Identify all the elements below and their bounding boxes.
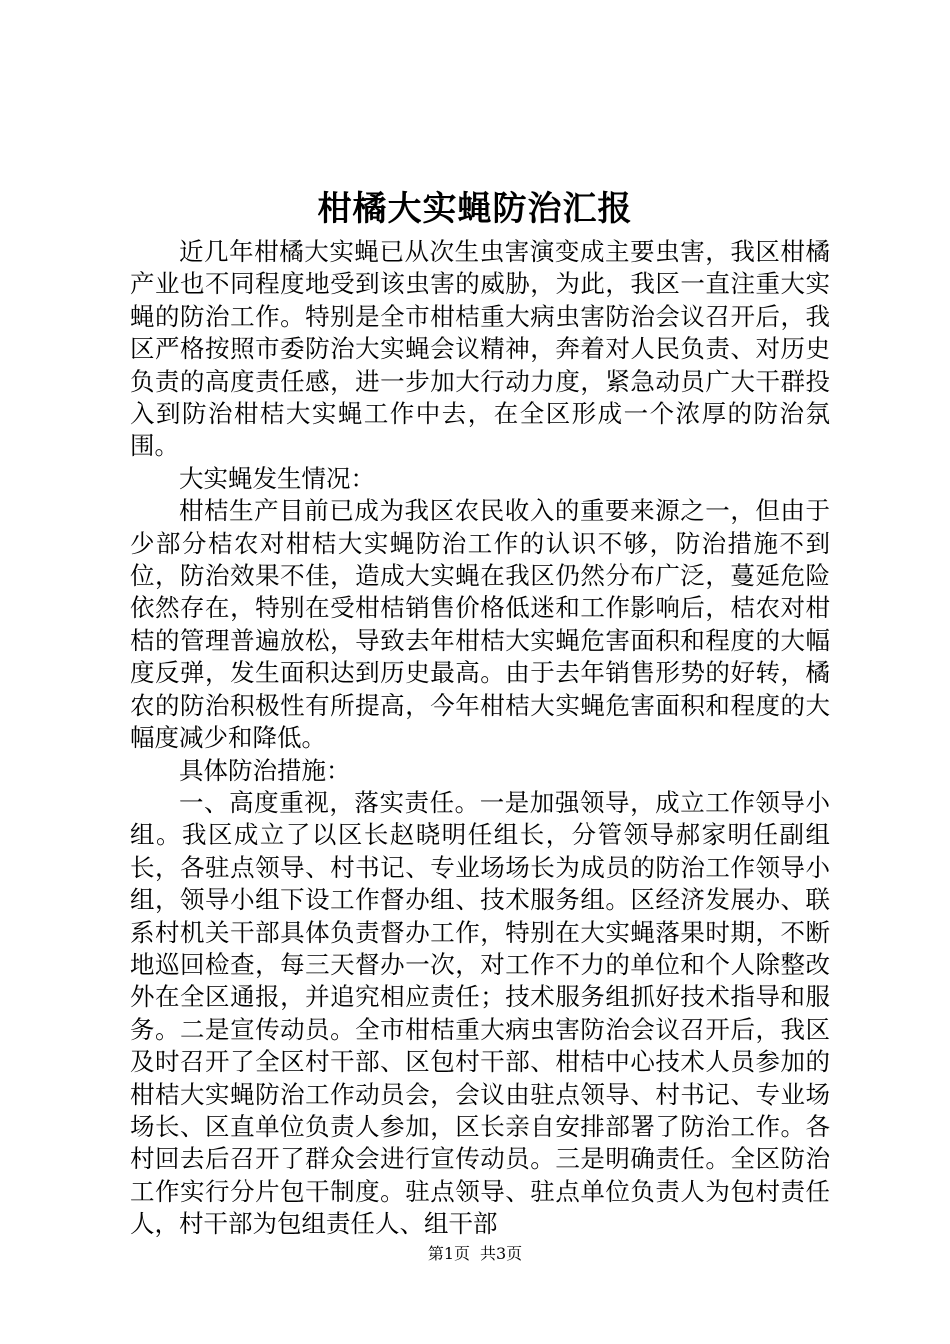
paragraph-occurrence: 柑桔生产目前已成为我区农民收入的重要来源之一，但由于少部分桔农对柑桔大实蝇防治工作的认识不够，防治措施不到位，防治效果不佳，造成大实蝇在我区仍然分布广泛，蔓延危险依然存在，特别在受柑桔销售价格低迷和工作影响后，桔农对柑桔的管理普遍放松，导致去年柑桔大实蝇危害面积和程度的大幅度反弹，发生面积达到历史最高。由于去年销售形势的好转，橘农的防治积极性有所提高，今年柑桔大实蝇危害面积和程度的大幅度减少和降低。 xyxy=(130,496,830,753)
page-footer xyxy=(0,1242,950,1266)
paragraph-intro: 近几年柑橘大实蝇已从次生虫害演变成主要虫害，我区柑橘产业也不同程度地受到该虫害的威胁，为此，我区一直注重大实蝇的防治工作。特别是全市柑桔重大病虫害防治会议召开后，我区严格按照市委防治大实蝇会议精神，奔着对人民负责、对历史负责的高度责任感，进一步加大行动力度，紧急动员广大干群投入到防治柑桔大实蝇工作中去，在全区形成一个浓厚的防治氛围。 xyxy=(130,237,830,461)
paragraph-measures: 一、高度重视，落实责任。一是加强领导，成立工作领导小组。我区成立了以区长赵晓明任组长，分管领导郝家明任副组长，各驻点领导、村书记、专业场场长为成员的防治工作领导小组，领导小组下设工作督办组、技术服务组。区经济发展办、联系村机关干部具体负责督办工作，特别在大实蝇落果时期，不断地巡回检查，每三天督办一次，对工作不力的单位和个人除整改外在全区通报，并追究相应责任；技术服务组抓好技术指导和服务。二是宣传动员。全市柑桔重大病虫害防治会议召开后，我区及时召开了全区村干部、区包村干部、柑桔中心技术人员参加的柑桔大实蝇防治工作动员会，会议由驻点领导、村书记、专业场场长、区直单位负责人参加，区长亲自安排部署了防治工作。各村回去后召开了群众会进行宣传动员。三是明确责任。全区防治工作实行分片包干制度。驻点领导、驻点单位负责人为包村责任人，村干部为包组责任人、组干部 xyxy=(130,787,830,1239)
heading-measures: 具体防治措施： xyxy=(179,755,351,785)
page-number: 第1页 xyxy=(427,1244,470,1263)
page-total: 共3页 xyxy=(480,1244,523,1263)
document-body xyxy=(130,236,830,1241)
document-title: 柑橘大实蝇防治汇报 xyxy=(317,189,633,229)
heading-occurrence: 大实蝇发生情况： xyxy=(179,463,375,493)
